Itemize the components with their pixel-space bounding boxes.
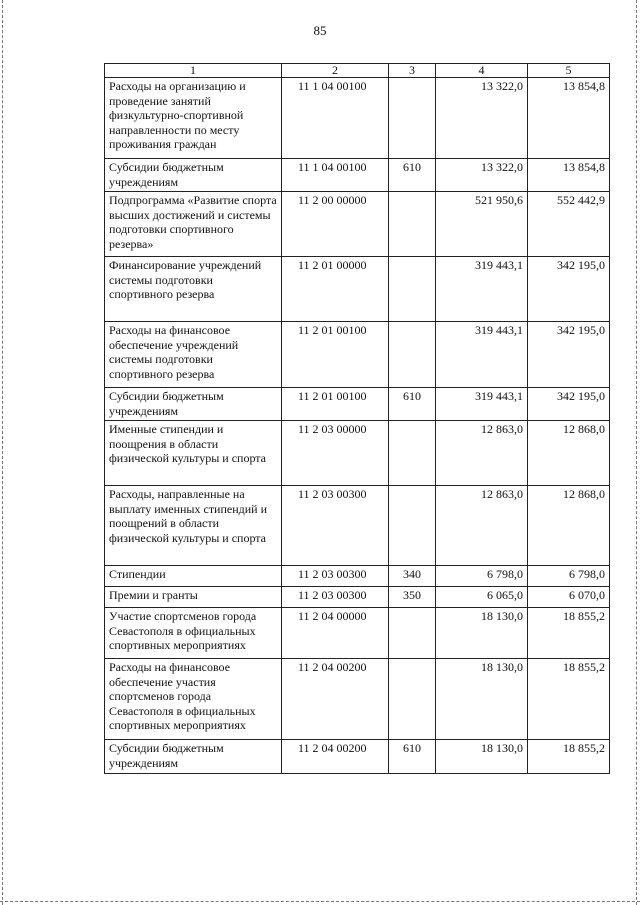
- expense-type-cell: [389, 486, 436, 566]
- amount-year-2-cell: 342 195,0: [528, 257, 610, 322]
- expense-name-cell: Субсидии бюджетным учреждениям: [105, 159, 282, 192]
- amount-year-1-cell: 13 322,0: [436, 159, 528, 192]
- target-article-code-cell: 11 2 04 00200: [282, 659, 389, 740]
- table-row: [105, 322, 610, 388]
- expense-type-cell: [389, 192, 436, 257]
- target-article-code-cell: 11 2 03 00300: [282, 587, 389, 608]
- target-article-code-cell: 11 2 04 00000: [282, 608, 389, 659]
- budget-table-body: [105, 64, 610, 774]
- target-article-code-cell: 11 1 04 00100: [282, 78, 389, 159]
- target-article-code-cell: 11 2 01 00100: [282, 388, 389, 421]
- target-article-code-cell: 11 2 01 00100: [282, 322, 389, 388]
- target-article-code-cell: 11 2 03 00300: [282, 566, 389, 587]
- table-row: [105, 421, 610, 486]
- column-header: 4: [436, 64, 528, 78]
- target-article-code-cell: 11 2 03 00000: [282, 421, 389, 486]
- table-row: [105, 159, 610, 192]
- expense-type-cell: [389, 421, 436, 486]
- expense-type-cell: 350: [389, 587, 436, 608]
- expense-name-cell: Расходы на финансовое обеспечение учреждений системы подготовки спортивного резерва: [105, 322, 282, 388]
- table-row: [105, 486, 610, 566]
- amount-year-1-cell: 319 443,1: [436, 388, 528, 421]
- expense-name-cell: Подпрограмма «Развитие спорта высших достижений и системы подготовки спортивного резерва»: [105, 192, 282, 257]
- amount-year-2-cell: 342 195,0: [528, 322, 610, 388]
- target-article-code-cell: 11 2 01 00000: [282, 257, 389, 322]
- page-border-right: [636, 0, 637, 905]
- table-row: [105, 566, 610, 587]
- amount-year-1-cell: 13 322,0: [436, 78, 528, 159]
- table-row: [105, 388, 610, 421]
- table-row: [105, 740, 610, 774]
- target-article-code-cell: 11 2 04 00200: [282, 740, 389, 774]
- amount-year-1-cell: 18 130,0: [436, 659, 528, 740]
- column-header: 1: [105, 64, 282, 78]
- expense-name-cell: Премии и гранты: [105, 587, 282, 608]
- amount-year-1-cell: 6 065,0: [436, 587, 528, 608]
- expense-name-cell: Стипендии: [105, 566, 282, 587]
- column-header: 2: [282, 64, 389, 78]
- expense-type-cell: [389, 78, 436, 159]
- expense-type-cell: 610: [389, 159, 436, 192]
- expense-type-cell: [389, 659, 436, 740]
- amount-year-1-cell: 319 443,1: [436, 257, 528, 322]
- expense-name-cell: Расходы на финансовое обеспечение участия спортсменов города Севастополя в официальных спортивных мероприятиях: [105, 659, 282, 740]
- amount-year-1-cell: 18 130,0: [436, 740, 528, 774]
- table-header-row: [105, 64, 610, 78]
- target-article-code-cell: 11 2 03 00300: [282, 486, 389, 566]
- expense-name-cell: Финансирование учреждений системы подготовки спортивного резерва: [105, 257, 282, 322]
- amount-year-2-cell: 12 868,0: [528, 421, 610, 486]
- target-article-code-cell: 11 1 04 00100: [282, 159, 389, 192]
- page-border-bottom: [0, 901, 640, 902]
- table-row: [105, 78, 610, 159]
- amount-year-2-cell: 342 195,0: [528, 388, 610, 421]
- expense-type-cell: 610: [389, 740, 436, 774]
- expense-type-cell: 610: [389, 388, 436, 421]
- amount-year-1-cell: 12 863,0: [436, 486, 528, 566]
- expense-type-cell: [389, 322, 436, 388]
- amount-year-2-cell: 18 855,2: [528, 740, 610, 774]
- expense-name-cell: Расходы, направленные на выплату именных стипендий и поощрений в области физической культуры и спорта: [105, 486, 282, 566]
- expense-type-cell: [389, 608, 436, 659]
- page-number: 85: [313, 23, 327, 38]
- amount-year-2-cell: 18 855,2: [528, 608, 610, 659]
- table-row: [105, 257, 610, 322]
- amount-year-2-cell: 13 854,8: [528, 159, 610, 192]
- target-article-code-cell: 11 2 00 00000: [282, 192, 389, 257]
- expense-name-cell: Субсидии бюджетным учреждениям: [105, 740, 282, 774]
- column-header: 5: [528, 64, 610, 78]
- amount-year-1-cell: 12 863,0: [436, 421, 528, 486]
- amount-year-2-cell: 6 798,0: [528, 566, 610, 587]
- amount-year-2-cell: 13 854,8: [528, 78, 610, 159]
- amount-year-2-cell: 12 868,0: [528, 486, 610, 566]
- amount-year-1-cell: 319 443,1: [436, 322, 528, 388]
- table-row: [105, 587, 610, 608]
- page-border-left: [2, 0, 3, 905]
- expense-name-cell: Субсидии бюджетным учреждениям: [105, 388, 282, 421]
- budget-table: [104, 63, 610, 774]
- amount-year-2-cell: 18 855,2: [528, 659, 610, 740]
- amount-year-2-cell: 552 442,9: [528, 192, 610, 257]
- amount-year-1-cell: 521 950,6: [436, 192, 528, 257]
- amount-year-2-cell: 6 070,0: [528, 587, 610, 608]
- table-row: [105, 192, 610, 257]
- table-row: [105, 608, 610, 659]
- table-row: [105, 659, 610, 740]
- amount-year-1-cell: 6 798,0: [436, 566, 528, 587]
- expense-name-cell: Участие спортсменов города Севастополя в официальных спортивных мероприятиях: [105, 608, 282, 659]
- expense-name-cell: Именные стипендии и поощрения в области физической культуры и спорта: [105, 421, 282, 486]
- expense-name-cell: Расходы на организацию и проведение занятий физкультурно-спортивной направленности по месту проживания граждан: [105, 78, 282, 159]
- column-header: 3: [389, 64, 436, 78]
- expense-type-cell: [389, 257, 436, 322]
- expense-type-cell: 340: [389, 566, 436, 587]
- amount-year-1-cell: 18 130,0: [436, 608, 528, 659]
